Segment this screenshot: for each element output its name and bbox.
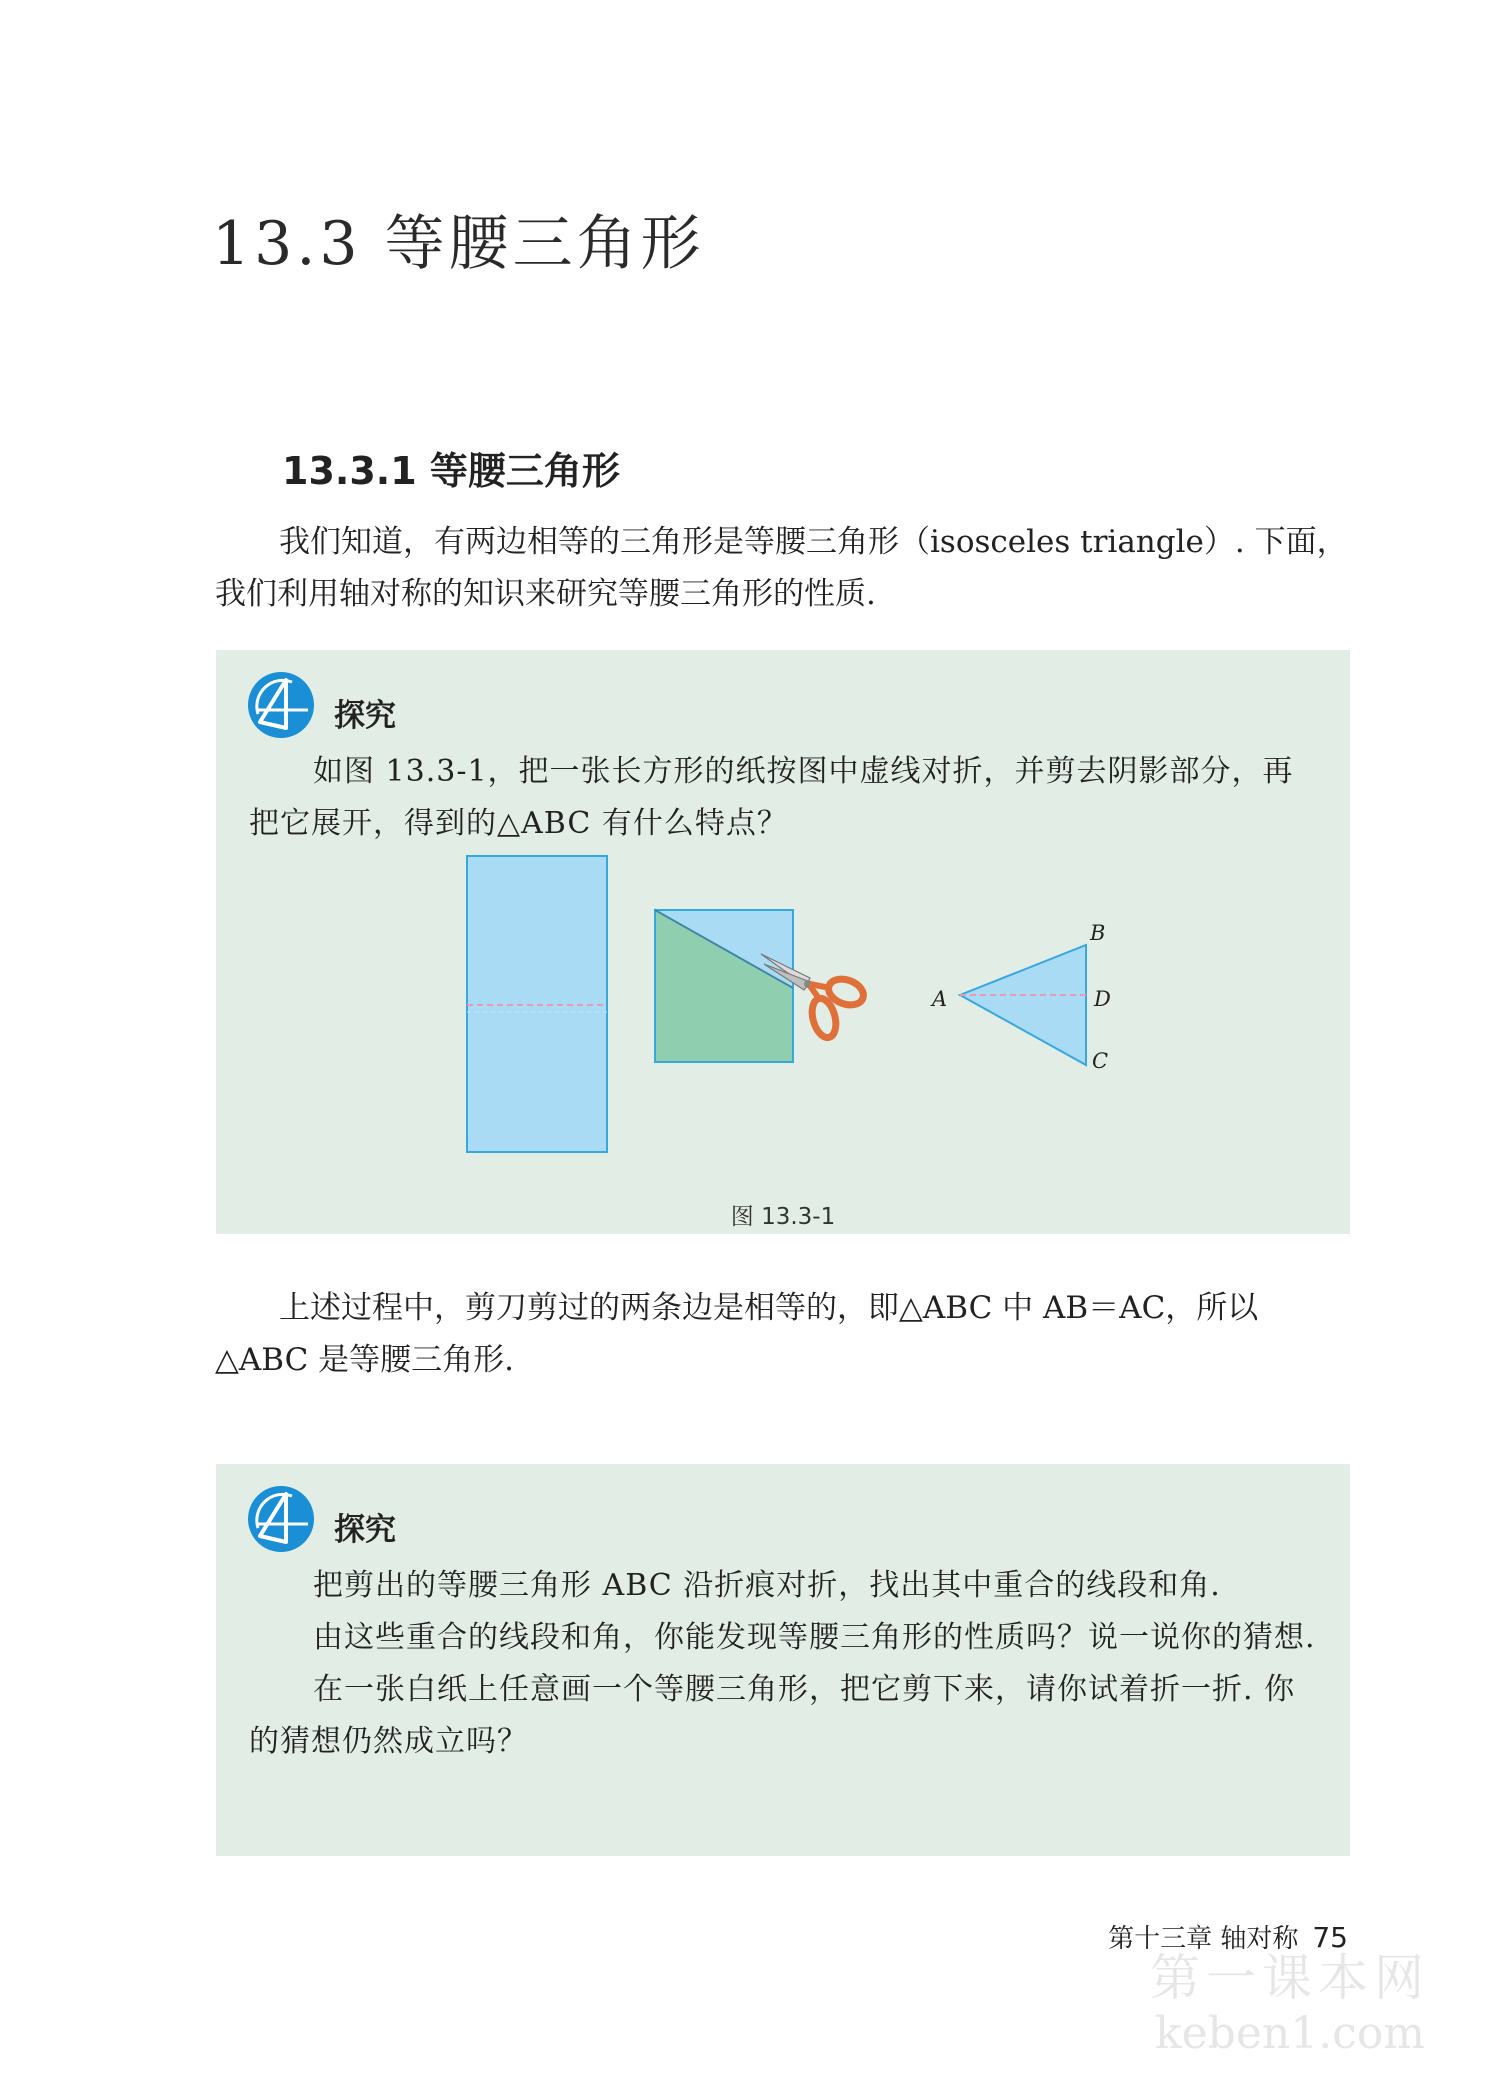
explore-box-2 — [216, 1464, 1350, 1856]
label-c: C — [1092, 1049, 1109, 1073]
explore2-paragraph-2: 由这些重合的线段和角，你能发现等腰三角形的性质吗？说一说你的猜想. — [313, 1620, 1316, 1655]
page-number: 75 — [1312, 1921, 1348, 1954]
triangle-abc — [960, 945, 1086, 1065]
intro-text: 我们知道，有两边相等的三角形是等腰三角形（isosceles triangle）. 下面，我们利用轴对称的知识来研究等腰三角形的性质. — [215, 524, 1348, 612]
explore-text-2 — [249, 1560, 1319, 1768]
watermark — [1140, 1948, 1440, 2061]
compass-triangle-icon — [246, 1484, 316, 1554]
figure-13-3-1 — [216, 650, 1350, 1234]
explore-label-2: 探究 — [334, 1512, 396, 1548]
label-d: D — [1094, 987, 1111, 1011]
chapter-label: 第十三章 轴对称 — [1108, 1924, 1299, 1954]
subsection-title: 13.3.1 等腰三角形 — [282, 449, 620, 493]
intro-paragraph — [215, 516, 1350, 620]
explore2-paragraph-3: 在一张白纸上任意画一个等腰三角形，把它剪下来，请你试着折一折. 你的猜想仍然成立吗？ — [249, 1672, 1296, 1759]
explore-question: 如图 13.3-1，把一张长方形的纸按图中虚线对折，并剪去阴影部分，再把它展开，得到的△ABC 有什么特点？ — [249, 754, 1294, 841]
watermark-cn: 第一课本网 — [1150, 1949, 1430, 2007]
label-b: B — [1090, 921, 1106, 945]
conclusion-text: 上述过程中，剪刀剪过的两条边是相等的，即△ABC 中 AB＝AC，所以△ABC 是等腰三角形. — [215, 1290, 1259, 1378]
explore-label-1: 探究 — [334, 698, 396, 734]
label-a: A — [932, 987, 948, 1011]
explore2-paragraph-1: 把剪出的等腰三角形 ABC 沿折痕对折，找出其中重合的线段和角. — [313, 1568, 1221, 1603]
explore-box-1 — [216, 650, 1350, 1234]
conclusion-paragraph — [215, 1282, 1350, 1386]
figure-caption: 图 13.3-1 — [730, 1204, 836, 1230]
watermark-en: keben1.com — [1154, 2008, 1426, 2059]
section-title: 13.3 等腰三角形 — [212, 209, 705, 279]
